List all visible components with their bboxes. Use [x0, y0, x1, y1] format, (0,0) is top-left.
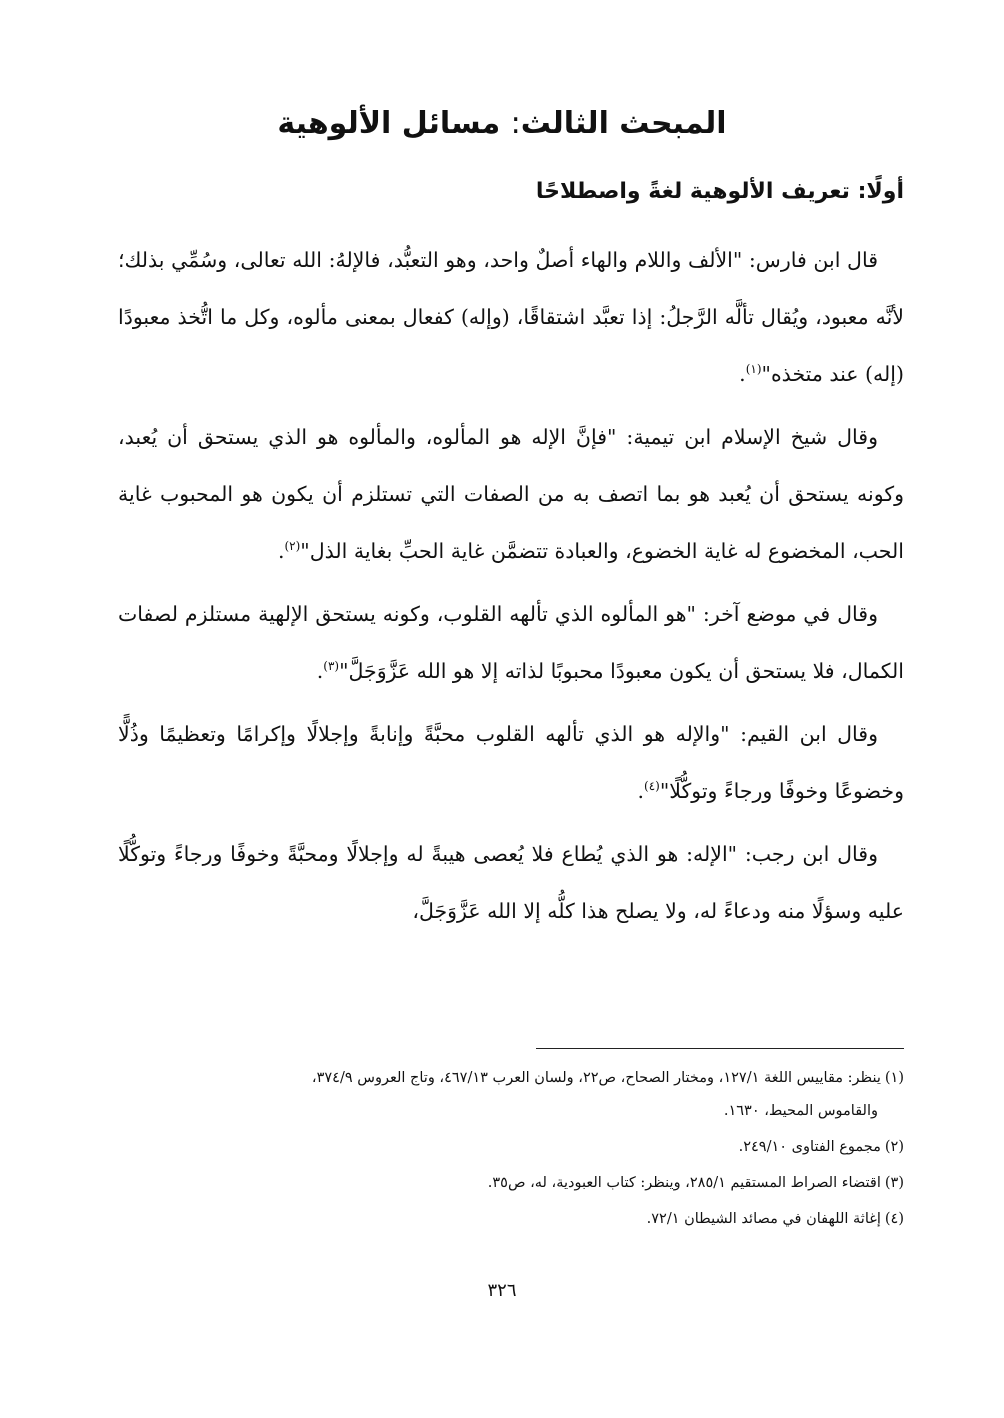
section-subheading: أولًا: تعريف الألوهية لغةً واصطلاحًا: [535, 179, 904, 204]
paragraph-text: وقال ابن القيم: "والإله هو الذي تألهه القلوب محبَّةً وإنابةً وإجلالًا وإكرامًا وتعظيمًا وذُلًّا وخضوعًا وخوفًا ورجاءً وتوكُّلًا": [118, 722, 904, 803]
paragraph: [118, 409, 904, 580]
footnote-text: ينظر: مقاييس اللغة ١٢٧/١، ومختار الصحاح، ص٢٢، ولسان العرب ٤٦٧/١٣، وتاج العروس ٣٧٤/٩،: [311, 1070, 881, 1086]
footnote: [104, 1062, 904, 1128]
footnote-number: (٤): [884, 1211, 904, 1227]
footnote-text: اقتضاء الصراط المستقيم ٢٨٥/١، وينظر: كتاب العبودية، له، ص٣٥.: [487, 1175, 881, 1191]
paragraph-text: وقال ابن رجب: "الإله: هو الذي يُطاع فلا يُعصى هيبةً له وإجلالًا ومحبَّةً وخوفًا ورجاءً وتوكُّلًا عليه وسؤلًا منه ودعاءً له، ولا يصلح هذا كلُّه إلا الله عَزَّوَجَلَّ،: [118, 842, 904, 923]
paragraph-text: قال ابن فارس: "الألف واللام والهاء أصلٌ واحد، وهو التعبُّد، فالإلهُ: الله تعالى، وسُمِّي بذلك؛ لأنَّه معبود، ويُقال تألَّه الرَّجلُ: إذا تعبَّد اشتقاقًا، (وإله) كفعال بمعنى مألوه، وكل ما اتُّخذ معبودًا (إله) عند متخذه": [118, 248, 904, 386]
footnote-ref[interactable]: (٤): [644, 779, 660, 794]
footnote-number: (١): [884, 1070, 904, 1086]
footnote-number: (٢): [884, 1139, 904, 1155]
footnote-number: (٣): [884, 1175, 904, 1191]
main-text: [118, 232, 904, 946]
paragraph-text: وقال شيخ الإسلام ابن تيمية: "فإنَّ الإله هو المألوه، والمألوه هو الذي يستحق أن يُعبد، وكونه يستحق أن يُعبد هو بما اتصف به من الصفات التي تستلزم أن يكون هو المحبوب غاية الحب، المخضوع له غاية الخضوع، والعبادة تتضمَّن غاية الحبِّ بغاية الذل": [118, 425, 904, 563]
footnote-ref[interactable]: (٣): [323, 659, 340, 674]
footnote-continuation: والقاموس المحيط، ١٦٣٠.: [723, 1103, 878, 1119]
paragraph: [118, 232, 904, 403]
footnotes: [104, 1062, 904, 1239]
footnote: [104, 1131, 904, 1164]
paragraph-end: .: [277, 539, 285, 563]
paragraph-end: .: [739, 362, 746, 386]
page-number: ٣٢٦: [487, 1280, 517, 1301]
paragraph-text: وقال في موضع آخر: "هو المألوه الذي تألهه القلوب، وكونه يستحق الإلهية مستلزم لصفات الكمال، فلا يستحق أن يكون معبودًا محبوبًا لذاته إلا هو الله عَزَّوَجَلَّ": [118, 602, 904, 683]
title-main: المبحث الثالث: [520, 106, 727, 141]
footnote-text: إغاثة اللهفان في مصائد الشيطان ٧٢/١.: [646, 1211, 881, 1227]
footnote-divider: [536, 1048, 904, 1049]
footnote-ref[interactable]: (٢): [284, 539, 301, 554]
page-title: [0, 98, 1004, 150]
footnote: [104, 1203, 904, 1236]
footnote: [104, 1167, 904, 1200]
paragraph: [118, 706, 904, 820]
title-separator: :: [510, 106, 521, 141]
title-sub: مسائل الألوهية: [277, 106, 501, 141]
paragraph-end: .: [637, 779, 645, 803]
footnote-text: مجموع الفتاوى ٢٤٩/١٠.: [738, 1139, 881, 1155]
footnote-ref[interactable]: (١): [745, 362, 762, 377]
paragraph-end: .: [316, 659, 324, 683]
paragraph: [118, 826, 904, 940]
paragraph: [118, 586, 904, 700]
